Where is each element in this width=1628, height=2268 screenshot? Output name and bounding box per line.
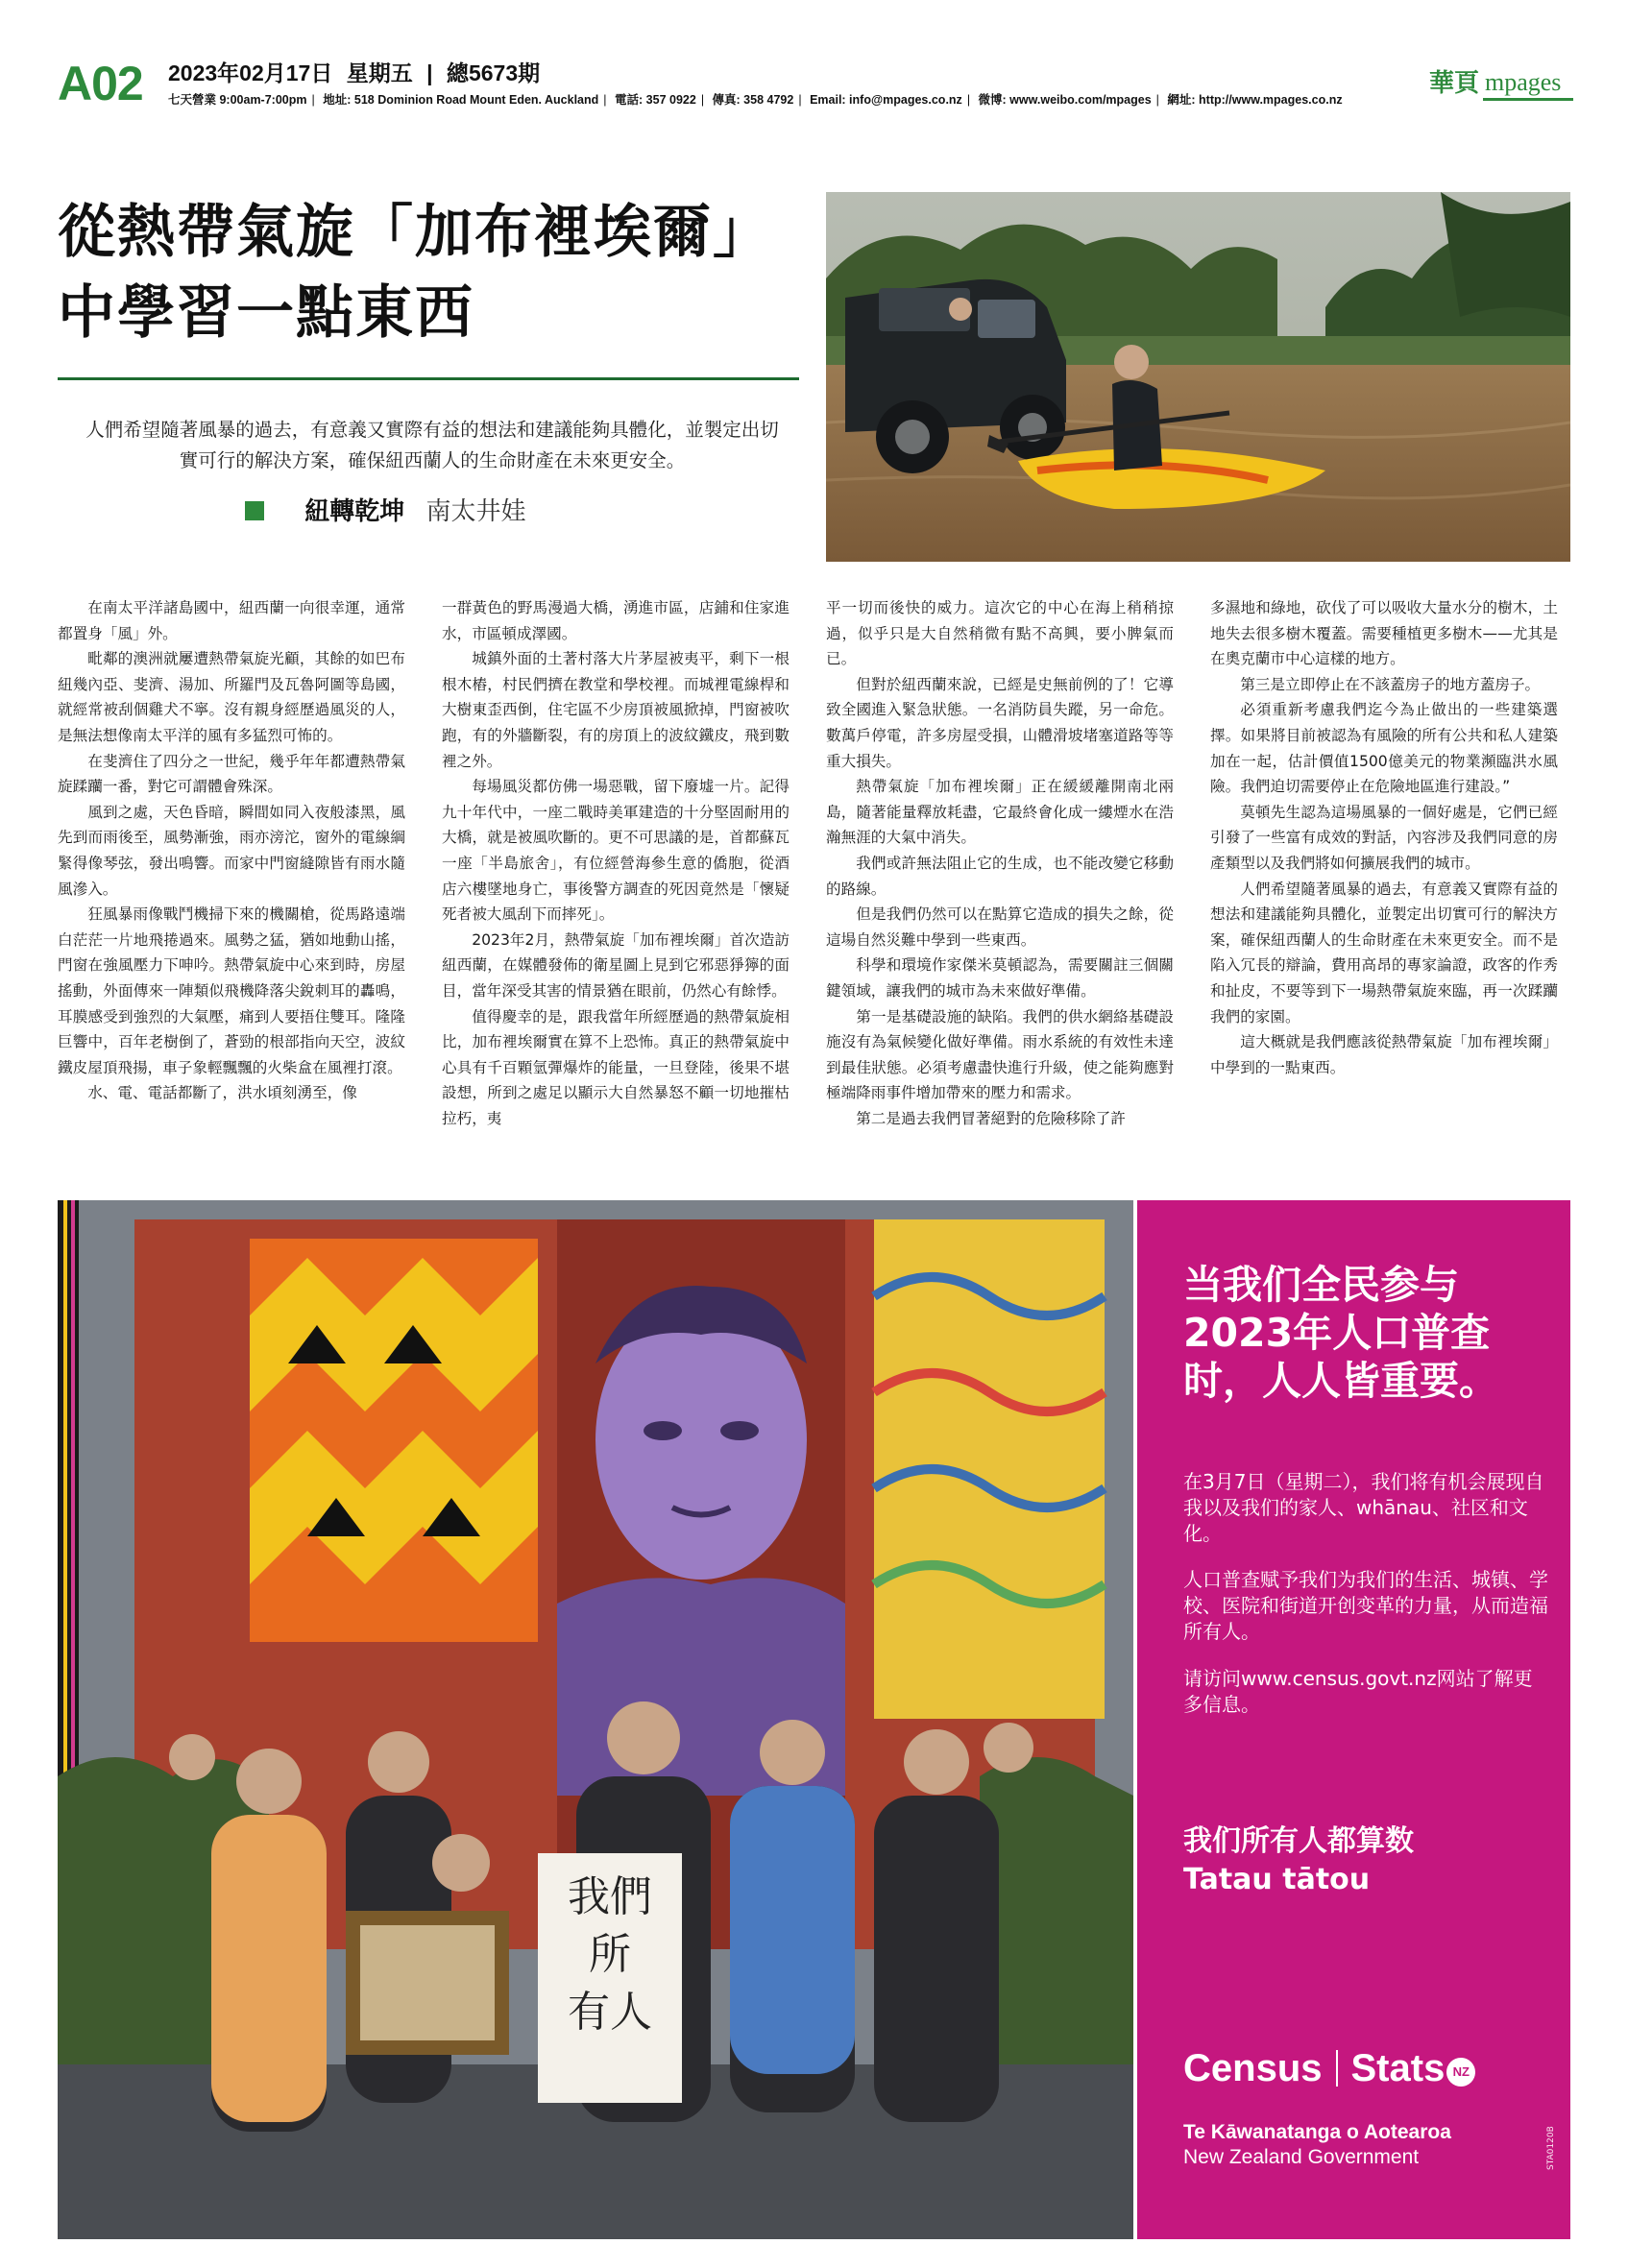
logo-divider — [1336, 2050, 1338, 2087]
article-body — [58, 595, 1573, 1186]
logo-underline — [1483, 98, 1573, 101]
opening-hours: 七天營業 9:00am-7:00pm — [168, 93, 307, 107]
ad-headline: 当我们全民参与2023年人口普查时，人人皆重要。 — [1183, 1262, 1498, 1404]
paragraph: 必須重新考慮我們迄今為止做出的一些建築選擇。如果將目前被認為有風險的所有公共和私人建築加在一起，估計價值1500億美元的物業瀕臨洪水風險。我們迫切需要停止在危險地區進行建設。” — [1210, 701, 1558, 796]
website-link[interactable]: 網址: http://www.mpages.co.nz — [1167, 93, 1343, 107]
gov-english-name: New Zealand Government — [1183, 2146, 1420, 2168]
weibo-link[interactable]: 微博: www.weibo.com/mpages — [978, 93, 1152, 107]
article-lede: 人們希望隨著風暴的過去，有意義又實際有益的想法和建議能夠具體化，並製定出切實可行的解決方案，確保紐西蘭人的生命財產在未來更安全。 — [85, 419, 779, 471]
paragraph-continued: 多濕地和綠地，砍伐了可以吸收大量水分的樹木，土地失去很多樹木覆蓋。需要種植更多樹木——尤其是在奧克蘭市中心這樣的地方。 — [1210, 599, 1558, 668]
headline-line-2: 中學習一點東西 — [58, 279, 474, 347]
divider: | — [426, 60, 433, 85]
nz-badge-icon: NZ — [1446, 2058, 1475, 2087]
issue-line — [168, 60, 547, 86]
paragraph: 每場風災都仿佛一場惡戰，留下廢墟一片。記得九十年代中，一座二戰時美軍建造的十分堅固耐用的大橋，就是被風吹斷的。更不可思議的是，首都蘇瓦一座「半島旅舍」，有位經營海參生意的僑胞，從酒店六樓墜地身亡，事後警方調查的死因竟然是「懷疑死者被大風刮下而摔死」。 — [442, 778, 790, 924]
paragraph: 但對於紐西蘭來說，已經是史無前例的了！它導致全國進入緊急狀態。一名消防員失蹤，另一命危。數萬戶停電，許多房屋受損，山體滑坡堵塞道路等等重大損失。 — [826, 675, 1174, 770]
paragraph: 水、電、電話都斷了，洪水頃刻湧至，像 — [87, 1084, 357, 1102]
paragraph: 2023年2月，熱帶氣旋「加布裡埃爾」首次造訪紐西蘭，在媒體發佈的衛星圖上見到它邪惡猙獰的面目，當年深受其害的情景猶在眼前，仍然心有餘悸。 — [442, 930, 790, 1000]
stats-wordmark: Stats — [1350, 2047, 1446, 2089]
scroll-calligraphy: 我們 — [568, 1872, 652, 1921]
paragraph: 毗鄰的澳洲就屢遭熱帶氣旋光顧，其餘的如巴布紐幾內亞、斐濟、湯加、所羅門及瓦魯阿圖等島國，就經常被刮個雞犬不寧。沒有親身經歷過風災的人，是無法想像南太平洋的風有多猛烈可怖的。 — [58, 650, 405, 744]
column-name: 紐轉乾坤 — [304, 497, 405, 526]
bullet-square-icon — [245, 501, 264, 520]
paragraph: 這大概就是我們應該從熱帶氣旋「加布裡埃爾」中學到的一點東西。 — [1210, 1033, 1558, 1076]
family-mural-illustration — [58, 1200, 1133, 2239]
paragraph: 在南太平洋諸島國中，紐西蘭一向很幸運，通常都置身「風」外。 — [58, 599, 405, 642]
article-column-1 — [58, 595, 405, 1106]
ad-tagline — [1183, 1822, 1414, 1899]
flood-photo-illustration — [826, 192, 1570, 562]
logo-chinese: 華頁 — [1429, 69, 1480, 98]
contact-line: 七天營業 9:00am-7:00pm | 地址: 518 Dominion Road Mount Eden. Auckland | 電話: 357 0922 | 傳真: 358 4792 | Email: info@mpages.co.nz | 微博: www.weibo.com/mpages | 網址: http://www.mpages.co.nz — [168, 93, 1343, 107]
issue-weekday: 星期五 — [346, 60, 413, 85]
paragraph-continued: 一群黃色的野馬漫過大橋，湧進市區，店鋪和住家進水，市區頓成澤國。 — [442, 599, 790, 642]
svg-text:所: 所 — [589, 1930, 631, 1979]
headline-line-1: 從熱帶氣旋「加布裡埃爾」 — [58, 199, 772, 266]
issue-number: 總5673期 — [446, 60, 541, 85]
paragraph: 莫頓先生認為這場風暴的一個好處是，它們已經引發了一些富有成效的對話，內容涉及我們同意的房產類型以及我們將如何擴展我們的城市。 — [1210, 803, 1558, 872]
paragraph: 在斐濟住了四分之一世紀，幾乎年年都遭熱帶氣旋蹂躪一番，對它可謂體會殊深。 — [58, 752, 405, 796]
tagline-maori: Tatau tātou — [1183, 1863, 1371, 1896]
ad-reference-code: STA0120B — [1546, 2126, 1556, 2170]
ad-paragraph-visit[interactable]: 请访问www.census.govt.nz网站了解更多信息。 — [1183, 1667, 1533, 1716]
email-link[interactable]: Email: info@mpages.co.nz — [810, 93, 962, 107]
ad-paragraph-purpose: 人口普查赋予我们为我们的生活、城镇、学校、医院和街道开创变革的力量，从而造福所有人。 — [1183, 1568, 1548, 1643]
issue-date: 2023年02月17日 — [168, 60, 333, 85]
logo-english: mpages — [1485, 68, 1562, 96]
paragraph: 第一是基礎設施的缺陷。我們的供水網絡基礎設施沒有為氣候變化做好準備。雨水系統的有效性未達到最佳狀態。必須考慮盡快進行升級，使之能夠應對極端降雨事件增加帶來的壓力和需求。 — [826, 1007, 1174, 1102]
ad-paragraph-date: 在3月7日（星期二），我们将有机会展现自我以及我们的家人、whānau、社区和文化。 — [1183, 1470, 1544, 1545]
census-message-panel — [1137, 1200, 1570, 2239]
fax: 傳真: 358 4792 — [712, 93, 794, 107]
svg-text:有人: 有人 — [568, 1988, 652, 2037]
headline-divider — [58, 377, 799, 380]
author-name: 南太井娃 — [425, 497, 526, 526]
byline — [245, 495, 526, 529]
tagline-chinese: 我们所有人都算数 — [1183, 1824, 1414, 1858]
paragraph-continued: 平一切而後快的威力。這次它的中心在海上稍稍掠過，似乎只是大自然稍微有點不高興，要小脾氣而已。 — [826, 599, 1174, 668]
paragraph: 科學和環境作家傑米莫頓認為，需要關註三個關鍵領域，讓我們的城市為未來做好準備。 — [826, 956, 1174, 1000]
article-column-2 — [442, 595, 790, 1131]
paragraph: 風到之處，天色昏暗，瞬間如同入夜般漆黑，風先到而雨後至，風勢漸強，雨亦滂沱，窗外的電線綱緊得像琴弦，發出鳴響。而家中門窗縫隙皆有雨水隨風滲入。 — [58, 803, 405, 898]
paragraph: 人們希望隨著風暴的過去，有意義又實際有益的想法和建議能夠具體化，並製定出切實可行的解決方案，確保紐西蘭人的生命財產在未來更安全。而不是陷入冗長的辯論，費用高昂的專家論證，政客的作秀和扯皮，不要等到下一場熱帶氣旋來臨，再一次蹂躪我們的家園。 — [1210, 880, 1558, 1025]
paragraph: 熱帶氣旋「加布裡埃爾」正在緩緩離開南北兩島，隨著能量釋放耗盡，它最終會化成一縷煙水在浩瀚無涯的大氣中消失。 — [826, 778, 1174, 847]
paragraph: 第三是立即停止在不該蓋房子的地方蓋房子。 — [1240, 675, 1541, 693]
article-column-3 — [826, 595, 1174, 1131]
masthead — [58, 56, 1573, 115]
mpages-logo[interactable] — [1429, 61, 1573, 104]
article-headline — [58, 192, 788, 353]
census-stats-logo[interactable] — [1183, 2045, 1475, 2091]
census-advertisement[interactable] — [58, 1200, 1570, 2239]
paragraph: 但是我們仍然可以在點算它造成的損失之餘，從這場自然災難中學到一些東西。 — [826, 905, 1174, 949]
paragraph: 值得慶幸的是，跟我當年所經歷過的熱帶氣旋相比，加布裡埃爾實在算不上恐怖。真正的熱帶氣旋中心具有千百顆氫彈爆炸的能量，一旦登陸，後果不堪設想，所到之處足以顯示大自然暴怒不顧一切地摧枯拉朽，夷 — [442, 1007, 790, 1127]
gov-maori-name: Te Kāwanatanga o Aotearoa — [1183, 2121, 1451, 2143]
address: 地址: 518 Dominion Road Mount Eden. Auckland — [323, 93, 599, 107]
page-number: A02 — [58, 57, 143, 110]
paragraph: 城鎮外面的土著村落大片茅屋被夷平，剩下一根根木樁，村民們擠在教堂和學校裡。而城裡電線桿和大樹東歪西倒，住宅區不少房頂被風掀掉，門窗被吹跑，有的外牆斷裂，有的房頂上的波紋鐵皮，飛到數裡之外。 — [442, 650, 790, 770]
flood-photo — [826, 192, 1570, 562]
article-column-4 — [1210, 595, 1558, 1080]
family-mural-photo — [58, 1200, 1133, 2239]
paragraph: 第二是過去我們冒著絕對的危險移除了許 — [856, 1109, 1126, 1127]
paragraph: 狂風暴雨像戰鬥機掃下來的機關槍，從馬路遠端白茫茫一片地飛捲過來。風勢之猛，猶如地動山搖，門窗在強風壓力下呻吟。熱帶氣旋中心來到時，房屋搖動，外面傳來一陣類似飛機降落尖銳刺耳的轟鳴，耳膜感受到強烈的大氣壓，痛到人要捂住雙耳。隆隆巨響中，百年老樹倒了，蒼勁的根部指向天空，波紋鐵皮屋頂飛揚，車子象輕飄飄的火柴盒在風裡打滾。 — [58, 905, 405, 1076]
phone: 電話: 357 0922 — [615, 93, 696, 107]
census-wordmark: Census — [1183, 2047, 1323, 2089]
paragraph: 我們或許無法阻止它的生成，也不能改變它移動的路線。 — [826, 854, 1174, 898]
